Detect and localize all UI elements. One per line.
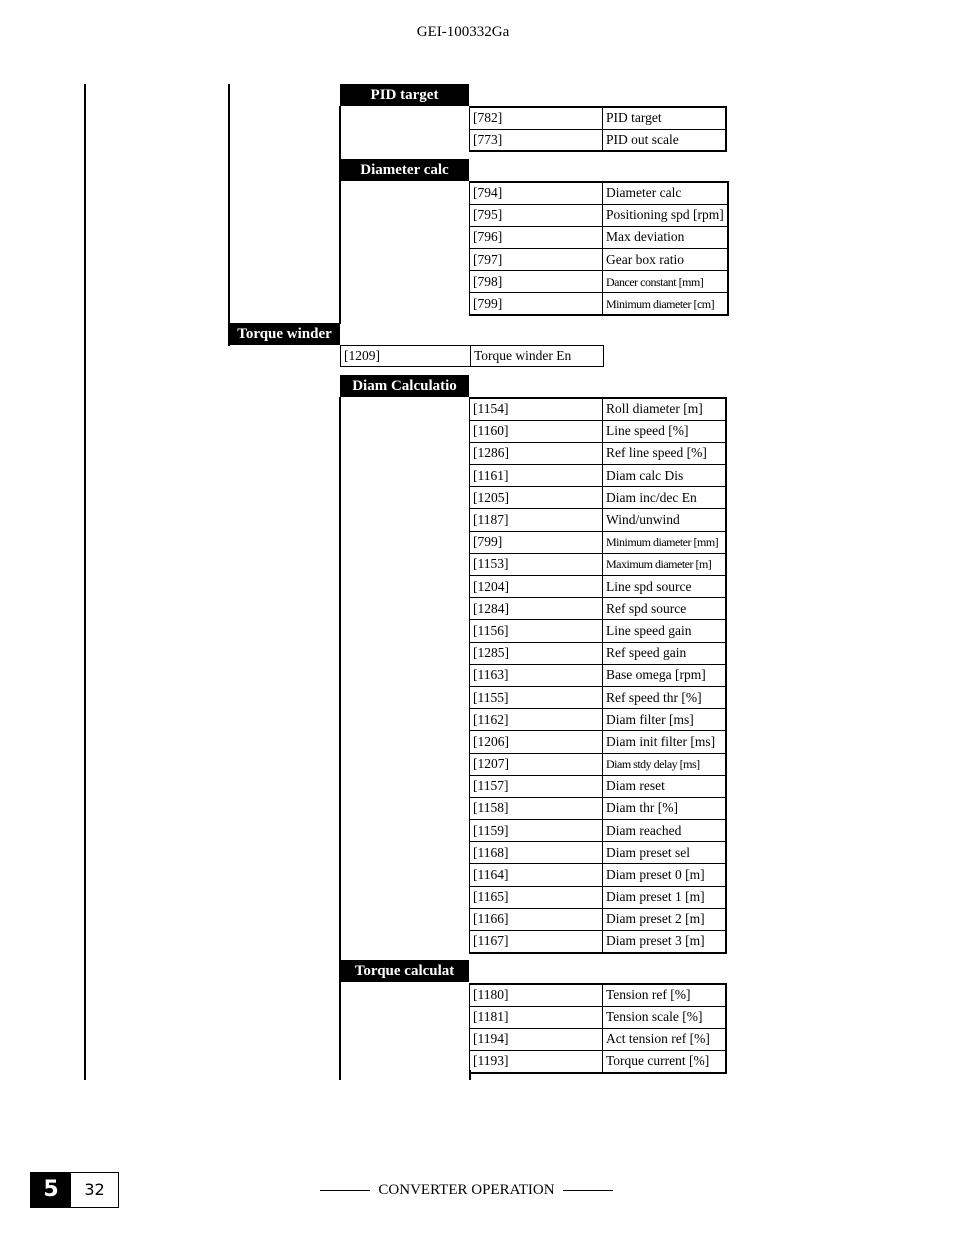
torque-winder-table — [340, 345, 604, 367]
param-desc: Tension scale [%] — [603, 1006, 727, 1028]
param-desc: Diam preset 0 [m] — [603, 864, 727, 886]
table-row[interactable] — [470, 709, 727, 731]
param-desc: Tension ref [%] — [603, 984, 727, 1006]
table-row[interactable] — [470, 931, 727, 953]
param-desc: Diam calc Dis — [603, 465, 727, 487]
table-row[interactable] — [470, 797, 727, 819]
param-code: [1164] — [470, 864, 603, 886]
param-desc: Minimum diameter [mm] — [603, 531, 727, 553]
chapter-number: 5 — [31, 1173, 71, 1207]
param-code: [798] — [470, 271, 603, 293]
param-desc: Base omega [rpm] — [603, 664, 727, 686]
param-desc: Ref speed thr [%] — [603, 686, 727, 708]
table-row[interactable] — [470, 642, 727, 664]
param-code: [773] — [470, 129, 603, 151]
table-row[interactable] — [470, 1006, 727, 1028]
param-desc: Diameter calc — [603, 182, 728, 204]
param-code: [1205] — [470, 487, 603, 509]
diameter-calc-table — [469, 181, 729, 316]
page-number: 32 — [84, 1180, 105, 1199]
param-desc: Max deviation — [603, 226, 728, 248]
param-code: [1162] — [470, 709, 603, 731]
param-code: [797] — [470, 249, 603, 271]
section-header-diam-calculatio[interactable]: Diam Calculatio — [340, 375, 469, 397]
param-code: [794] — [470, 182, 603, 204]
param-desc: Diam reached — [603, 820, 727, 842]
param-code: [799] — [470, 531, 603, 553]
param-desc: Ref line speed [%] — [603, 442, 727, 464]
table-row[interactable] — [470, 487, 727, 509]
table-row[interactable] — [470, 1028, 727, 1050]
table-row[interactable] — [470, 420, 727, 442]
param-code: [1154] — [470, 398, 603, 420]
param-code: [1194] — [470, 1028, 603, 1050]
table-row[interactable] — [470, 129, 727, 151]
param-desc: PID target — [603, 107, 727, 129]
param-code: [795] — [470, 204, 603, 226]
param-desc: Diam inc/dec En — [603, 487, 727, 509]
table-row[interactable] — [341, 346, 604, 367]
param-desc: Ref speed gain — [603, 642, 727, 664]
param-desc: Act tension ref [%] — [603, 1028, 727, 1050]
table-row[interactable] — [470, 664, 727, 686]
table-row[interactable] — [470, 509, 727, 531]
param-code: [1284] — [470, 598, 603, 620]
table-row[interactable] — [470, 598, 727, 620]
page-footer-box — [30, 1172, 119, 1208]
param-desc: Dancer constant [mm] — [603, 271, 728, 293]
param-desc: Line speed gain — [603, 620, 727, 642]
param-desc: Diam stdy delay [ms] — [603, 753, 727, 775]
param-desc: Gear box ratio — [603, 249, 728, 271]
table-row[interactable] — [470, 686, 727, 708]
param-desc: Ref spd source — [603, 598, 727, 620]
param-desc: Diam filter [ms] — [603, 709, 727, 731]
param-desc: Wind/unwind — [603, 509, 727, 531]
table-row[interactable] — [470, 182, 728, 204]
param-desc: Line spd source — [603, 576, 727, 598]
torque-calculat-table — [469, 983, 727, 1074]
footer-rule-right — [563, 1190, 613, 1191]
param-code: [1159] — [470, 820, 603, 842]
param-code: [1167] — [470, 931, 603, 953]
table-row[interactable] — [470, 531, 727, 553]
table-row[interactable] — [470, 775, 727, 797]
param-code: [1163] — [470, 664, 603, 686]
param-code: [1166] — [470, 908, 603, 930]
pid-target-table — [469, 106, 727, 152]
section-header-pid-target[interactable]: PID target — [340, 84, 469, 106]
table-row[interactable] — [470, 842, 727, 864]
param-desc: Minimum diameter [cm] — [603, 293, 728, 315]
footer-title-text: CONVERTER OPERATION — [378, 1182, 555, 1198]
table-row[interactable] — [470, 908, 727, 930]
param-code: [1285] — [470, 642, 603, 664]
table-row[interactable] — [470, 465, 727, 487]
param-code: [1155] — [470, 686, 603, 708]
table-row[interactable] — [470, 820, 727, 842]
tree-line-level-3-upper — [339, 106, 341, 324]
param-code: [1168] — [470, 842, 603, 864]
param-code: [799] — [470, 293, 603, 315]
param-code: [1180] — [470, 984, 603, 1006]
param-code: [1160] — [470, 420, 603, 442]
table-row[interactable] — [470, 886, 727, 908]
param-desc: Diam reset — [603, 775, 727, 797]
table-row[interactable] — [470, 293, 728, 315]
param-desc: PID out scale — [603, 129, 727, 151]
table-row[interactable] — [470, 271, 728, 293]
param-code: [1157] — [470, 775, 603, 797]
param-code: [1181] — [470, 1006, 603, 1028]
table-row[interactable] — [470, 864, 727, 886]
tree-line-level-2 — [228, 84, 230, 346]
table-row[interactable] — [470, 107, 727, 129]
param-desc: Positioning spd [rpm] — [603, 204, 728, 226]
param-code: [1153] — [470, 553, 603, 575]
param-code: [1158] — [470, 797, 603, 819]
param-code: [1286] — [470, 442, 603, 464]
param-code: [1187] — [470, 509, 603, 531]
footer-rule-left — [320, 1190, 370, 1191]
param-code: [1207] — [470, 753, 603, 775]
param-code: [1156] — [470, 620, 603, 642]
param-code: [782] — [470, 107, 603, 129]
param-desc: Diam preset 2 [m] — [603, 908, 727, 930]
section-header-torque-calculat[interactable]: Torque calculat — [340, 960, 469, 982]
param-desc: Roll diameter [m] — [603, 398, 727, 420]
table-row[interactable] — [470, 226, 728, 248]
param-code: [796] — [470, 226, 603, 248]
table-row[interactable] — [470, 984, 727, 1006]
table-row[interactable] — [470, 398, 727, 420]
param-desc: Diam preset sel — [603, 842, 727, 864]
section-header-diameter-calc[interactable]: Diameter calc — [340, 159, 469, 181]
param-code: [1204] — [470, 576, 603, 598]
param-desc: Diam preset 1 [m] — [603, 886, 727, 908]
table-row[interactable] — [470, 620, 727, 642]
param-desc: Line speed [%] — [603, 420, 727, 442]
table-row[interactable] — [470, 731, 727, 753]
table-row[interactable] — [470, 576, 727, 598]
section-header-torque-winder[interactable]: Torque winder — [229, 323, 340, 345]
param-desc: Diam thr [%] — [603, 797, 727, 819]
param-code: [1165] — [470, 886, 603, 908]
param-desc: Diam preset 3 [m] — [603, 931, 727, 953]
table-row[interactable] — [470, 442, 727, 464]
param-desc: Diam init filter [ms] — [603, 731, 727, 753]
diam-calculatio-table — [469, 397, 727, 954]
param-code: [1161] — [470, 465, 603, 487]
param-code: [1193] — [470, 1051, 603, 1073]
table-row[interactable] — [470, 1051, 727, 1073]
table-row[interactable] — [470, 249, 728, 271]
tree-line-level-1 — [84, 84, 86, 1080]
table-row[interactable] — [470, 753, 727, 775]
param-code: [1206] — [470, 731, 603, 753]
param-desc: Maximum diameter [m] — [603, 553, 727, 575]
footer-title — [320, 1182, 613, 1199]
table-row[interactable] — [470, 553, 727, 575]
param-code: [1209] — [341, 346, 471, 367]
param-desc: Torque current [%] — [603, 1051, 727, 1073]
table-row[interactable] — [470, 204, 728, 226]
param-desc: Torque winder En — [471, 346, 604, 367]
document-id: GEI-100332Ga — [416, 24, 510, 40]
